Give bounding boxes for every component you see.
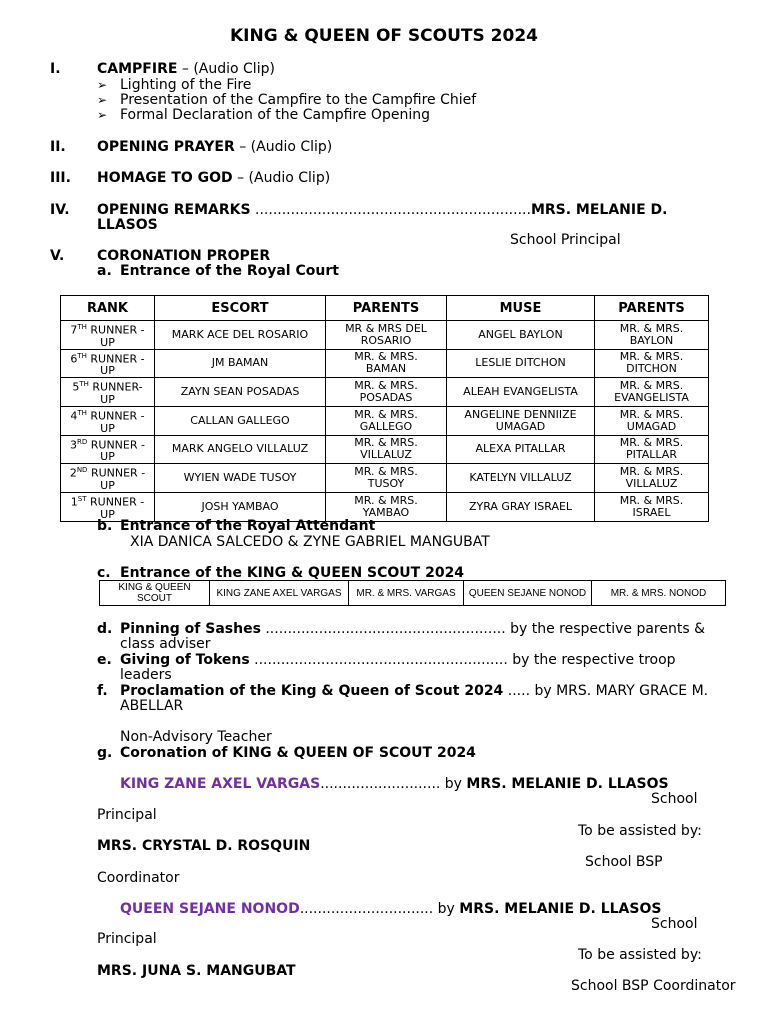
title-cell [100,581,210,606]
rank-number: 1 [70,495,78,509]
parents-line: MR. & MRS. [619,350,684,364]
arrow-bullet-icon: ➢ [97,78,108,92]
item-tail: by MRS. MARY GRACE M. [530,683,709,699]
parents-line: MR. & MRS. [354,436,418,450]
rank-number: 5 [72,380,80,394]
rank-text: RUNNER - [86,495,145,509]
rank-cell [61,464,155,493]
parents-line: ROSARIO [360,333,412,347]
king-cell: KING ZANE AXEL VARGAS [210,581,349,606]
rank-text-cont: UP [100,392,115,406]
item-text: Proclamation of the King & Queen of Scout 2024 [120,683,504,699]
section-heading [97,61,275,77]
rank-text-cont: UP [100,335,115,349]
table-row [61,406,709,435]
muse-cell: LESLIE DITCHON [447,349,595,378]
parents-line: VILLALUZ [360,448,412,462]
assistant-role: School BSP [585,854,663,870]
escort-cell: CALLAN GALLEGO [155,406,326,435]
rank-text-cont: UP [100,421,115,435]
item-line-cont: ABELLAR [120,698,184,714]
muse-parents-cell [595,321,709,350]
item-label: d. [97,621,113,637]
rank-number: 6 [70,352,78,366]
table-row [61,378,709,407]
parents-line: MR. & MRS. [619,407,684,421]
bullet-text: Lighting of the Fire [120,77,252,93]
queen-parents-cell: MR. & MRS. NONOD [592,581,726,606]
section-heading [97,202,667,218]
section-heading [97,139,332,155]
item-line-cont: leaders [120,667,172,683]
king-coronation-line [120,776,669,792]
muse-parents-cell [595,349,709,378]
title-line: SCOUT [137,593,172,604]
queen-coronation-line [120,901,661,917]
section-title: OPENING REMARKS [97,202,251,218]
rank-cell [61,378,155,407]
item-tail: by the respective troop [507,652,676,668]
section-number: V. [50,248,65,264]
parents-line: MR. & MRS. [354,465,418,479]
assist-label: To be assisted by: [578,947,702,963]
muse-parents-cell [595,492,709,521]
rank-cell [61,321,155,350]
rank-text-cont: UP [100,364,115,378]
parents-line: BAYLON [629,333,674,347]
item-label: b. [97,518,113,534]
muse-name-line: ANGELINE DENNIIZE [464,407,577,421]
escort-parents-cell [326,378,447,407]
parents-line: YAMBAO [362,505,410,519]
item-line [120,621,705,637]
section-title: CAMPFIRE [97,61,178,77]
table-header-row [61,296,709,321]
leader-dots: ..... [503,683,531,699]
crowner-role: School [651,916,698,932]
muse-parents-cell [595,378,709,407]
item-label: a. [97,263,112,279]
king-queen-table [99,580,726,606]
parents-line: MR. & MRS. [619,379,684,393]
parents-line: ISRAEL [632,505,671,519]
item-label: e. [97,652,112,668]
parents-line: GALLEGO [359,419,413,433]
king-parents-cell: MR. & MRS. VARGAS [349,581,464,606]
escort-parents-cell [326,321,447,350]
rank-ordinal: ND [76,466,88,475]
column-header: PARENTS [326,296,447,321]
section-number: IV. [50,202,70,218]
attendant-names: XIA DANICA SALCEDO & ZYNE GABRIEL MANGUBAT [130,534,490,550]
rank-number: 2 [69,466,77,480]
muse-cell: ALEAH EVANGELISTA [447,378,595,407]
assist-label: To be assisted by: [578,823,702,839]
rank-text: RUNNER - [86,323,145,337]
parents-line: VILLALUZ [625,477,678,491]
parents-line: DITCHON [626,362,677,376]
queen-cell: QUEEN SEJANE NONOD [464,581,592,606]
column-header: PARENTS [595,296,709,321]
section-number: III. [50,170,71,186]
bullet-item [97,77,252,93]
rank-text: RUNNER- [88,380,143,394]
bullet-item [97,107,430,123]
section-suffix: – (Audio Clip) [232,170,331,186]
escort-parents-cell [326,406,447,435]
rank-number: 3 [70,438,77,452]
rank-ordinal: ST [77,494,87,503]
parents-line: MR. & MRS. [619,493,684,507]
table-row [61,349,709,378]
assistant-name: MRS. CRYSTAL D. ROSQUIN [97,838,311,854]
escort-parents-cell [326,464,447,493]
muse-cell: KATELYN VILLALUZ [447,464,595,493]
rank-cell [61,349,155,378]
muse-cell: ZYRA GRAY ISRAEL [447,492,595,521]
item-text: Entrance of the KING & QUEEN SCOUT 2024 [120,565,465,581]
rank-ordinal: TH [77,323,87,331]
speaker-name-cont: LLASOS [97,217,158,233]
item-text: Pinning of Sashes [120,621,261,637]
rank-cell [61,435,155,464]
parents-line: EVANGELISTA [614,391,689,405]
table-row [61,321,709,350]
section-suffix: – (Audio Clip) [177,61,275,77]
rank-text: RUNNER - [86,352,145,366]
table-row [100,581,726,606]
escort-parents-cell [326,349,447,378]
item-line [120,683,708,699]
muse-cell [447,406,595,435]
item-text: Coronation of KING & QUEEN OF SCOUT 2024 [120,745,476,761]
by-text: by [440,776,467,792]
escort-parents-cell [326,435,447,464]
parents-line: UMAGAD [626,419,677,433]
crowner-role-cont: Principal [97,807,157,823]
bullet-item [97,92,477,108]
rank-number: 4 [70,409,78,423]
parents-line: MR. & MRS. [354,350,418,364]
escort-cell: MARK ACE DEL ROSARIO [155,321,326,350]
column-header: MUSE [447,296,595,321]
item-label: g. [97,745,113,761]
rank-text-cont: UP [100,450,115,464]
table-row [61,492,709,521]
by-text: by [433,901,460,917]
parents-line: MR. & MRS. [354,407,418,421]
rank-cell [61,492,155,521]
leader-dots: .............................. [299,901,434,917]
rank-text-cont: UP [100,507,115,521]
item-line-cont: class adviser [120,636,211,652]
parents-line: PITALLAR [626,448,677,462]
rank-text: RUNNER - [86,409,145,423]
section-number: II. [50,139,66,155]
queen-name: QUEEN SEJANE NONOD [120,901,300,917]
parents-line: POSADAS [359,391,413,405]
escort-cell: JOSH YAMBAO [155,492,326,521]
muse-cell: ALEXA PITALLAR [447,435,595,464]
parents-line: MR & MRS DEL [345,321,427,335]
escort-cell: JM BAMAN [155,349,326,378]
column-header: RANK [61,296,155,321]
speaker-role: Non-Advisory Teacher [120,729,272,745]
item-tail: by the respective parents & [505,621,706,637]
leader-dots: .............................................................. [250,202,531,218]
royal-court-table [60,295,709,522]
item-line [120,652,676,668]
section-number: I. [50,61,61,77]
muse-parents-cell [595,435,709,464]
table-row [61,464,709,493]
crowner-role-cont: Principal [97,931,157,947]
king-name: KING ZANE AXEL VARGAS [120,776,321,792]
rank-text: RUNNER - [87,438,145,452]
section-heading [97,170,330,186]
crowner-name: MRS. MELANIE D. LLASOS [459,901,662,917]
crowner-name: MRS. MELANIE D. LLASOS [466,776,669,792]
crowner-role: School [651,791,698,807]
bullet-text: Formal Declaration of the Campfire Opening [120,107,430,123]
muse-name-line: UMAGAD [495,419,546,433]
parents-line: MR. & MRS. [619,436,684,450]
document-title: KING & QUEEN OF SCOUTS 2024 [229,26,538,46]
escort-parents-cell [326,492,447,521]
speaker-role: School Principal [510,232,621,248]
title-line: KING & QUEEN [118,582,191,593]
escort-cell: MARK ANGELO VILLALUZ [155,435,326,464]
item-text: Giving of Tokens [120,652,250,668]
parents-line: MR. & MRS. [619,465,684,479]
assistant-name: MRS. JUNA S. MANGUBAT [97,963,296,979]
assistant-role-cont: Coordinator [97,870,180,886]
section-title: HOMAGE TO GOD [97,170,233,186]
parents-line: TUSOY [367,477,405,491]
item-text: Entrance of the Royal Attendant [120,518,376,534]
rank-number: 7 [70,323,78,337]
rank-text-cont: UP [100,478,115,492]
parents-line: MR. & MRS. [354,493,418,507]
muse-parents-cell [595,406,709,435]
rank-ordinal: TH [79,380,89,389]
assistant-role: School BSP Coordinator [571,978,736,994]
table-row [61,435,709,464]
escort-cell: ZAYN SEAN POSADAS [155,378,326,407]
leader-dots: ...................................................... [260,621,506,637]
item-text: Entrance of the Royal Court [120,263,339,279]
muse-parents-cell [595,464,709,493]
parents-line: BAMAN [365,362,407,376]
rank-cell [61,406,155,435]
escort-cell: WYIEN WADE TUSOY [155,464,326,493]
section-title: CORONATION PROPER [97,248,271,264]
speaker-name: MRS. MELANIE D. [530,202,668,218]
leader-dots: ......................................................... [249,652,508,668]
arrow-bullet-icon: ➢ [97,108,108,122]
bullet-text: Presentation of the Campfire to the Campfire Chief [120,92,477,108]
rank-ordinal: TH [77,408,87,417]
section-suffix: – (Audio Clip) [234,139,333,155]
muse-cell: ANGEL BAYLON [447,321,595,350]
section-title: OPENING PRAYER [97,139,235,155]
parents-line: MR. & MRS. [354,379,418,393]
rank-ordinal: RD [77,437,88,446]
leader-dots: ........................... [320,776,441,792]
parents-line: MR. & MRS. [619,321,684,335]
column-header: ESCORT [155,296,326,321]
rank-ordinal: TH [77,351,87,360]
rank-text: RUNNER - [87,466,146,480]
arrow-bullet-icon: ➢ [97,93,108,107]
item-label: f. [97,683,108,699]
item-label: c. [97,565,111,581]
